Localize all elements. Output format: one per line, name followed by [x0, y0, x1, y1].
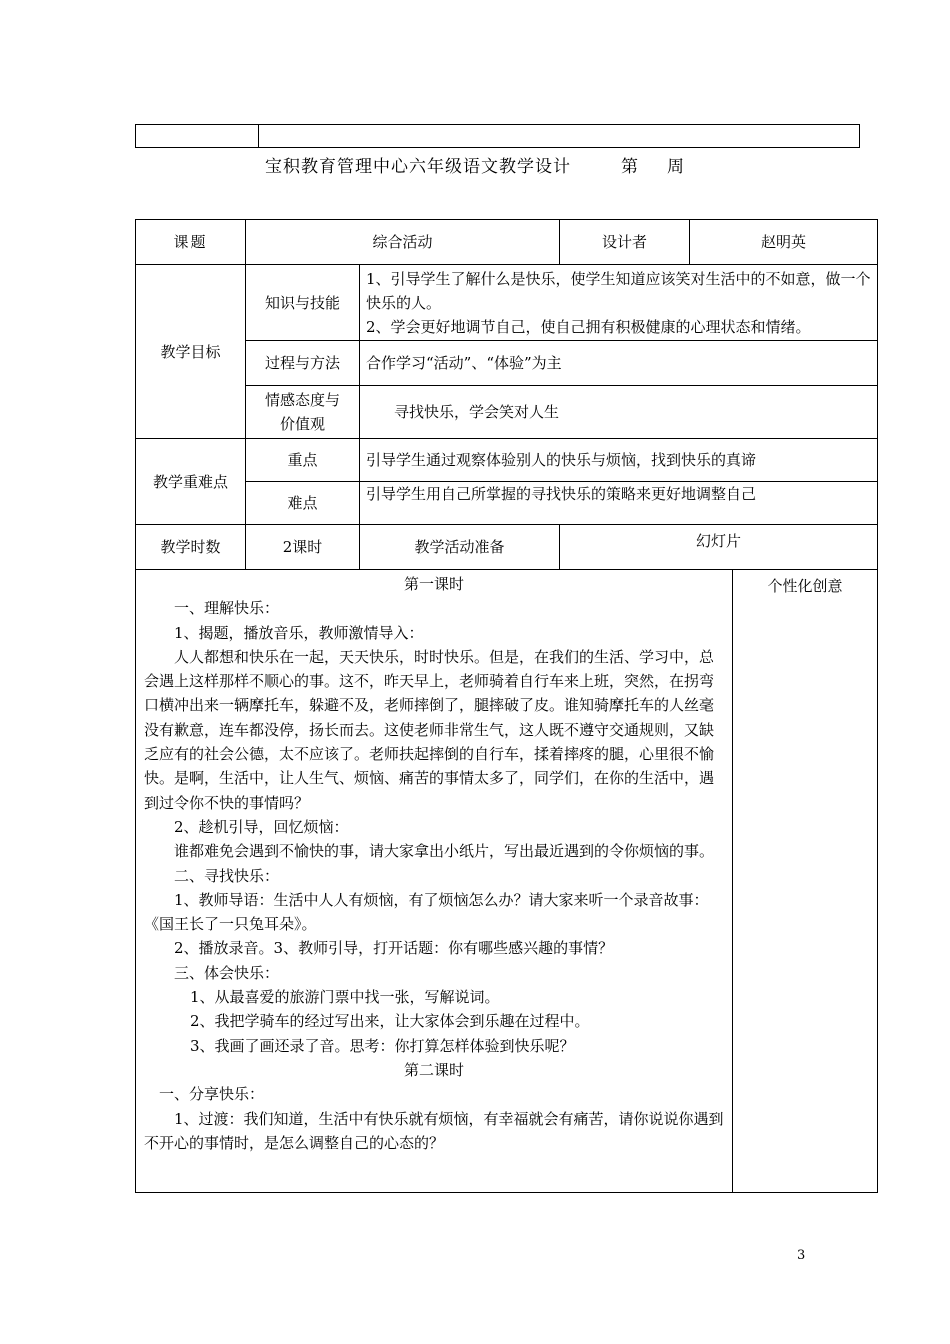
key-value: 引导学生通过观察体验别人的快乐与烦恼，找到快乐的真谛	[360, 439, 878, 482]
emotion-label	[246, 386, 360, 439]
week-prefix: 第	[621, 157, 639, 177]
lesson-paragraph: 2、趁机引导，回忆烦恼：	[174, 817, 349, 836]
creative-column	[733, 570, 878, 1193]
lesson-lines	[144, 572, 724, 1155]
knowledge-line-2: 2、学会更好地调节自己，使自己拥有积极健康的心理状态和情绪。	[366, 317, 811, 336]
lesson-body	[136, 570, 733, 1193]
top-table-divider	[258, 125, 259, 147]
page-title	[0, 152, 950, 177]
lesson-paragraph: 1、过渡：我们知道，生活中有快乐就有烦恼，有幸福就会有痛苦，请你说说你遇到不开心的事情时，是怎么调整自己的心态的？	[144, 1109, 724, 1152]
topic-value: 综合活动	[246, 220, 560, 265]
hours-label: 教学时数	[136, 525, 246, 570]
page-number: 3	[797, 1248, 806, 1263]
keypoints-label: 教学重难点	[136, 439, 246, 525]
title-text: 宝积教育管理中心六年级语文教学设计	[265, 157, 571, 177]
knowledge-content	[360, 265, 878, 341]
difficult-value	[360, 482, 878, 525]
lesson-paragraph: 一、分享快乐：	[144, 1085, 265, 1104]
lesson-paragraph: 三、体会快乐：	[174, 963, 280, 982]
top-empty-table	[135, 124, 860, 148]
lesson-paragraph: 1、教师导语：生活中人人有烦恼，有了烦恼怎么办？请大家来听一个录音故事：《国王长了一只兔耳朵》。	[144, 890, 709, 934]
goals-label: 教学目标	[136, 265, 246, 439]
emotion-value	[360, 386, 878, 439]
designer-value: 赵明英	[690, 220, 878, 265]
difficult-value-text: 引导学生用自己所掌握的寻找快乐的策略来更好地调整自己	[366, 485, 757, 503]
key-label: 重点	[246, 439, 360, 482]
lesson-paragraph: 一、理解快乐：	[174, 599, 280, 618]
prep-label: 教学活动准备	[360, 525, 560, 570]
knowledge-line-1: 1、引导学生了解什么是快乐，使学生知道应该笑对生活中的不如意，做一个快乐的人。	[366, 269, 871, 312]
emotion-label-line-1: 情感态度与	[264, 391, 340, 409]
difficult-label: 难点	[246, 482, 360, 525]
lesson-paragraph: 1、揭题，播放音乐，教师激情导入：	[174, 623, 424, 642]
knowledge-label: 知识与技能	[246, 265, 360, 341]
lesson-paragraph: 1、从最喜爱的旅游门票中找一张，写解说词。	[190, 988, 500, 1007]
process-label: 过程与方法	[246, 341, 360, 386]
emotion-value-text: 寻找快乐，学会笑对人生	[394, 403, 560, 421]
emotion-label-line-2: 价值观	[279, 415, 325, 433]
topic-label: 课题	[136, 220, 246, 265]
lesson-paragraph: 2、播放录音。3、教师引导，打开话题：你有哪些感兴趣的事情？	[174, 939, 614, 958]
week-suffix: 周	[667, 157, 685, 177]
creative-header: 个性化创意	[767, 577, 843, 595]
lesson-section-heading: 第二课时	[404, 1060, 465, 1079]
lesson-paragraph: 2、我把学骑车的经过写出来，让大家体会到乐趣在过程中。	[190, 1012, 590, 1031]
lesson-paragraph: 人人都想和快乐在一起，天天快乐，时时快乐。但是，在我们的生活、学习中，总会遇上这样那样不顺心的事。这不，昨天早上，老师骑着自行车来上班，突然，在拐弯口横冲出来一辆摩托车，躲避不及，老师摔倒了，腿摔破了皮。谁知骑摩托车的人丝毫没有歉意，连车都没停，扬长而去。这使老师非常生气，这人既不遵守交通规则，又缺乏应有的社会公德，太不应该了。老师扶起摔倒的自行车，揉着摔疼的腿，心里很不愉快。是啊，生活中，让人生气、烦恼、痛苦的事情太多了，同学们，在你的生活中，遇到过令你不快的事情吗？	[144, 647, 715, 812]
lesson-paragraph: 二、寻找快乐：	[174, 866, 280, 885]
lesson-paragraph: 3、我画了画还录了音。思考：你打算怎样体验到快乐呢？	[190, 1036, 575, 1055]
lesson-plan-table	[135, 219, 878, 1193]
lesson-section-heading: 第一课时	[404, 575, 465, 593]
lesson-paragraph: 谁都难免会遇到不愉快的事，请大家拿出小纸片，写出最近遇到的令你烦恼的事。	[174, 842, 715, 861]
process-value: 合作学习“活动”、“体验”为主	[360, 341, 878, 386]
hours-value: 2课时	[246, 525, 360, 570]
prep-value	[560, 525, 878, 570]
designer-label: 设计者	[560, 220, 690, 265]
prep-value-text: 幻灯片	[696, 532, 742, 550]
